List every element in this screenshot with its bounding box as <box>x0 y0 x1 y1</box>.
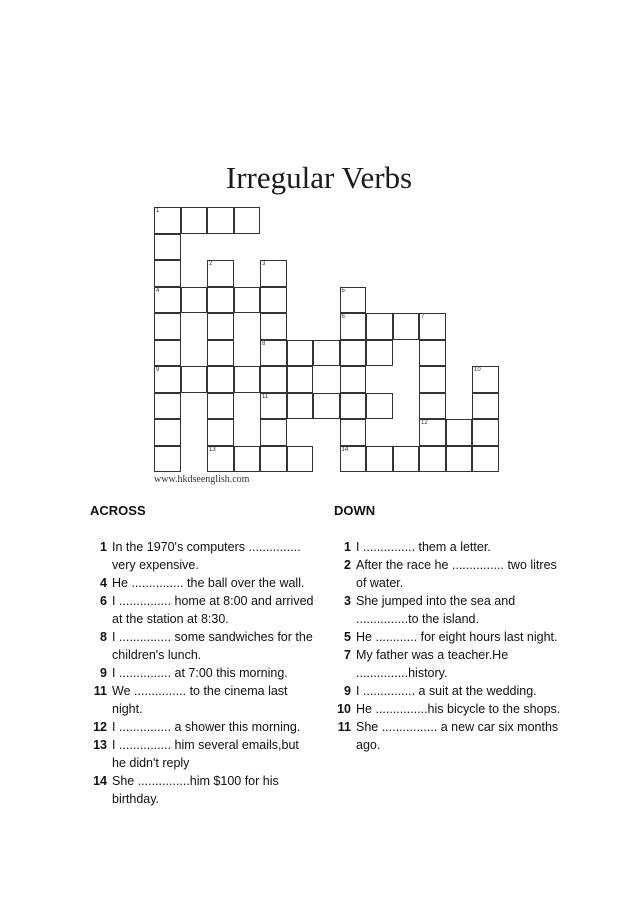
clue-number: 8 <box>262 340 266 347</box>
crossword-cell[interactable] <box>207 313 234 340</box>
crossword-cell[interactable] <box>446 446 473 473</box>
crossword-cell[interactable] <box>472 393 499 420</box>
down-clue: 9 I ............... a suit at the wedding. <box>344 684 537 698</box>
crossword-cell[interactable] <box>181 287 208 314</box>
down-clue: 2 After the race he ............... two litres of water. <box>344 558 557 590</box>
crossword-cell[interactable] <box>207 340 234 367</box>
crossword-cell[interactable] <box>234 287 261 314</box>
crossword-cell[interactable] <box>419 340 446 367</box>
crossword-cell[interactable] <box>313 393 340 420</box>
crossword-cell[interactable] <box>154 446 181 473</box>
across-clue: 1 In the 1970's computers ............... very expensive. <box>100 540 301 572</box>
crossword-cell[interactable] <box>260 393 287 420</box>
crossword-cell[interactable] <box>260 419 287 446</box>
crossword-cell[interactable] <box>234 446 261 473</box>
down-clue: 1 I ............... them a letter. <box>344 540 491 554</box>
crossword-cell[interactable] <box>366 446 393 473</box>
clue-number: 13 <box>209 446 216 453</box>
crossword-cell[interactable] <box>366 393 393 420</box>
crossword-cell[interactable] <box>154 393 181 420</box>
down-clue: 10 He ...............his bicycle to the shops. <box>337 702 561 716</box>
crossword-cell[interactable] <box>260 313 287 340</box>
crossword-cell[interactable] <box>419 419 446 446</box>
across-clue: 4 He ............... the ball over the wall. <box>100 576 305 590</box>
clue-number: 3 <box>262 261 266 267</box>
crossword-cell[interactable] <box>181 366 208 393</box>
crossword-cell[interactable] <box>154 207 181 234</box>
clue-number: 12 <box>421 420 428 426</box>
crossword-cell[interactable] <box>260 287 287 314</box>
crossword-cell[interactable] <box>260 366 287 393</box>
crossword-cell[interactable] <box>340 287 367 314</box>
crossword-cell[interactable] <box>287 340 314 367</box>
across-clue: 13 I ............... him several emails,but he didn't reply <box>93 738 299 770</box>
crossword-cell[interactable] <box>419 313 446 340</box>
crossword-cell[interactable] <box>154 366 181 393</box>
crossword-cell[interactable] <box>287 366 314 393</box>
crossword-cell[interactable] <box>154 260 181 287</box>
crossword-cell[interactable] <box>340 313 367 340</box>
clue-number: 4 <box>156 287 160 294</box>
clue-number: 14 <box>341 446 349 453</box>
clue-number: 6 <box>341 314 345 320</box>
down-clue: 11 She ................ a new car six months ago. <box>337 720 559 752</box>
crossword-cell[interactable] <box>340 366 367 393</box>
clue-number: 10 <box>474 367 481 373</box>
crossword-cell[interactable] <box>287 446 314 473</box>
crossword-cell[interactable] <box>154 313 181 340</box>
across-clues-list <box>90 538 315 808</box>
down-heading: DOWN <box>334 503 376 518</box>
across-heading: ACROSS <box>90 503 146 518</box>
down-clue: 7 My father was a teacher.He ...............history. <box>344 648 509 680</box>
crossword-cell[interactable] <box>313 340 340 367</box>
crossword-cell[interactable] <box>419 446 446 473</box>
across-clue: 11 We ............... to the cinema last night. <box>93 684 288 716</box>
clue-number: 7 <box>421 314 425 320</box>
crossword-cell[interactable] <box>154 419 181 446</box>
crossword-cell[interactable] <box>207 287 234 314</box>
crossword-cell[interactable] <box>287 393 314 420</box>
crossword-cell[interactable] <box>154 234 181 261</box>
crossword-cell[interactable] <box>234 366 261 393</box>
website-credit: www.hkdseenglish.com <box>154 474 250 485</box>
crossword-cell[interactable] <box>154 287 181 314</box>
clue-number: 11 <box>262 393 269 400</box>
crossword-cell[interactable] <box>340 340 367 367</box>
clue-number: 5 <box>341 287 345 294</box>
across-clue: 6 I ............... home at 8:00 and arrived at the station at 8:30. <box>100 594 314 626</box>
crossword-cell[interactable] <box>340 446 367 473</box>
crossword-cell[interactable] <box>340 393 367 420</box>
crossword-cell[interactable] <box>154 340 181 367</box>
across-clue: 12 I ............... a shower this morning. <box>93 720 301 734</box>
clue-number: 1 <box>156 208 160 214</box>
crossword-cell[interactable] <box>366 340 393 367</box>
crossword-cell[interactable] <box>419 366 446 393</box>
crossword-cell[interactable] <box>181 207 208 234</box>
down-clues-list <box>334 538 564 754</box>
clue-number: 9 <box>156 367 160 373</box>
down-clue: 3 She jumped into the sea and ...............to the island. <box>344 594 516 626</box>
across-clue: 14 She ...............him $100 for his birthday. <box>93 774 279 806</box>
crossword-cell[interactable] <box>472 366 499 393</box>
crossword-cell[interactable] <box>207 419 234 446</box>
crossword-cell[interactable] <box>472 419 499 446</box>
clue-number: 2 <box>209 261 213 267</box>
crossword-cell[interactable] <box>207 366 234 393</box>
crossword-cell[interactable] <box>260 340 287 367</box>
across-clue: 9 I ............... at 7:00 this morning. <box>100 666 288 680</box>
down-clue: 5 He ............ for eight hours last night. <box>344 630 558 644</box>
crossword-cell[interactable] <box>393 313 420 340</box>
crossword-cell[interactable] <box>207 446 234 473</box>
crossword-cell[interactable] <box>260 260 287 287</box>
crossword-grid <box>154 207 498 471</box>
crossword-cell[interactable] <box>260 446 287 473</box>
crossword-cell[interactable] <box>207 207 234 234</box>
crossword-cell[interactable] <box>340 419 367 446</box>
crossword-cell[interactable] <box>472 446 499 473</box>
crossword-cell[interactable] <box>393 446 420 473</box>
crossword-cell[interactable] <box>234 207 261 234</box>
across-clue: 8 I ............... some sandwiches for the children's lunch. <box>100 630 313 662</box>
crossword-cell[interactable] <box>207 393 234 420</box>
crossword-cell[interactable] <box>366 313 393 340</box>
crossword-cell[interactable] <box>419 393 446 420</box>
crossword-cell[interactable] <box>446 419 473 446</box>
crossword-cell[interactable] <box>207 260 234 287</box>
page-title: Irregular Verbs <box>225 160 413 195</box>
